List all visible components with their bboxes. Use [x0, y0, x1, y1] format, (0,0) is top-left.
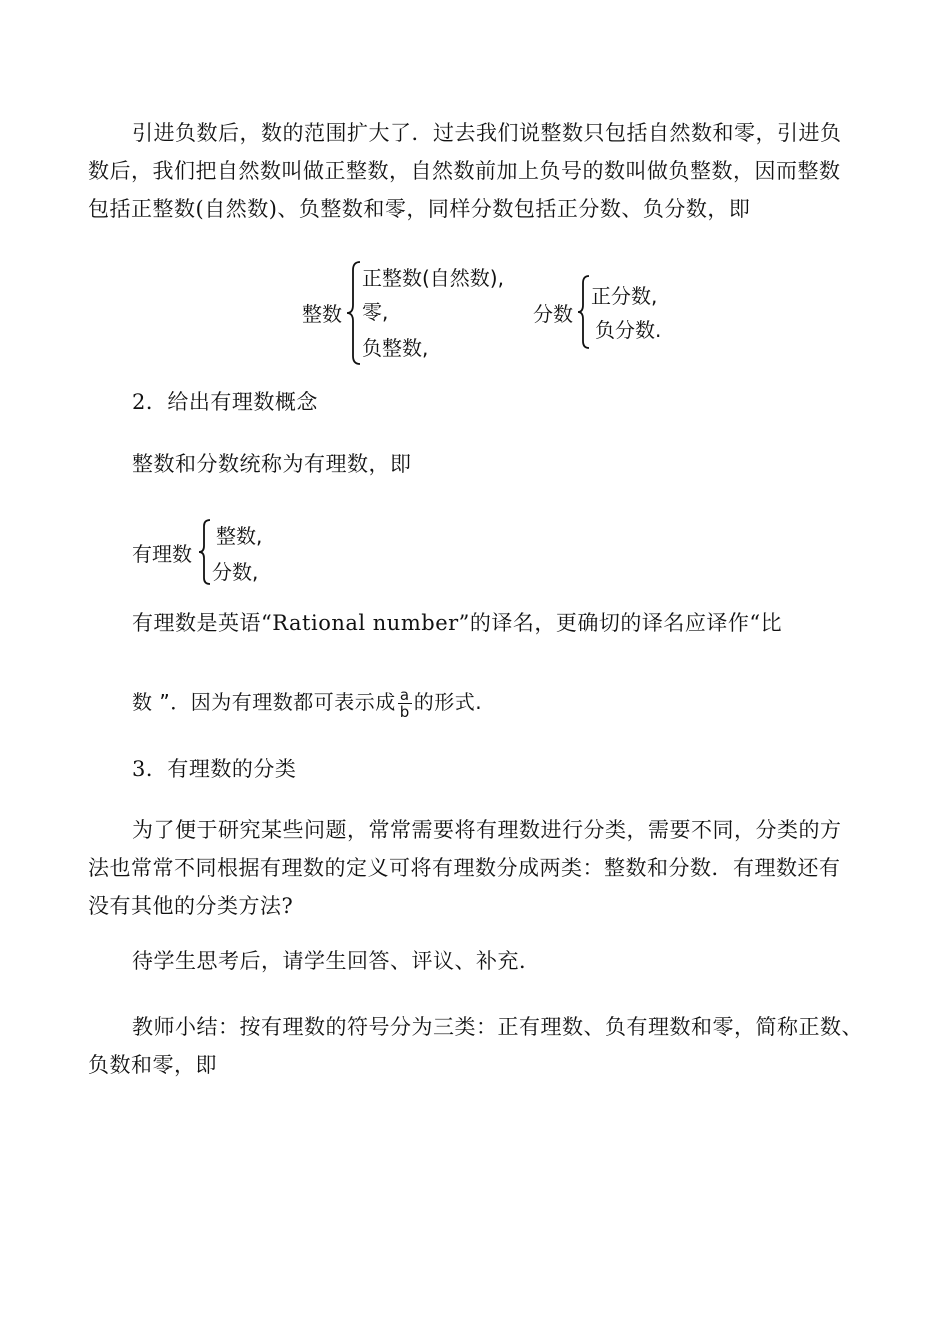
diagram-item: 整数,: [216, 524, 263, 548]
diagram-item: 零,: [362, 300, 389, 324]
diagram-item: 负整数,: [362, 336, 429, 360]
text-line: 法也常常不同根据有理数的定义可将有理数分成两类：整数和分数．有理数还有: [88, 856, 841, 880]
paragraph-classification-methods: [88, 811, 858, 925]
text-line: 负数和零，即: [88, 1053, 217, 1077]
text-line: 引进负数后，数的范围扩大了．过去我们说整数只包括自然数和零，引进负: [132, 121, 842, 145]
section-title-2: [88, 383, 858, 421]
text-line: 有理数是英语“Rational number”的译名，更确切的译名应译作“比: [132, 611, 783, 635]
integer-classification-diagram: [302, 258, 542, 368]
paragraph-rational-definition: [88, 445, 858, 483]
rational-classification-diagram: [132, 516, 292, 588]
section-title-text: 3．有理数的分类: [132, 757, 297, 781]
left-brace-icon: [577, 274, 591, 350]
diagram-item: 正整数(自然数),: [362, 266, 504, 290]
paragraph-fraction-form: [132, 680, 852, 724]
text-line: 为了便于研究某些问题，常常需要将有理数进行分类，需要不同，分类的方: [132, 818, 842, 842]
diagram-label-integer: 整数: [302, 302, 342, 326]
diagram-item: 负分数.: [595, 318, 662, 342]
paragraph-rational-name: [132, 604, 852, 642]
fraction-numerator: a: [398, 687, 412, 704]
diagram-item: 正分数,: [591, 284, 658, 308]
text-line: 数后，我们把自然数叫做正整数，自然数前加上负号的数叫做负整数，因而整数: [88, 159, 841, 183]
left-brace-icon: [198, 518, 212, 586]
diagram-label-rational: 有理数: [132, 542, 192, 566]
paragraph-teacher-summary: [88, 1008, 863, 1084]
text-segment: 数 ”．因为有理数都可表示成: [132, 690, 396, 714]
fraction-denominator: b: [399, 703, 410, 721]
text-line: 教师小结：按有理数的符号分为三类：正有理数、负有理数和零，简称正数、: [132, 1015, 863, 1039]
diagram-label-fraction: 分数: [533, 302, 573, 326]
text-line: 包括正整数(自然数)、负整数和零，同样分数包括正分数、负分数，即: [88, 197, 751, 221]
text-segment: 的形式.: [413, 690, 483, 714]
text-line: 没有其他的分类方法?: [88, 894, 294, 918]
paragraph-negative-numbers: [88, 114, 858, 228]
paragraph-students-think: [88, 942, 858, 980]
section-title-3: [88, 750, 858, 788]
diagram-item: 分数,: [212, 560, 259, 584]
section-title-text: 2．给出有理数概念: [132, 390, 318, 414]
left-brace-icon: [346, 260, 362, 366]
fraction-classification-diagram: [533, 272, 683, 352]
fraction-a-over-b: [398, 687, 412, 720]
text-line: 待学生思考后，请学生回答、评议、补充．: [132, 949, 541, 973]
text-line: 整数和分数统称为有理数，即: [132, 452, 412, 476]
